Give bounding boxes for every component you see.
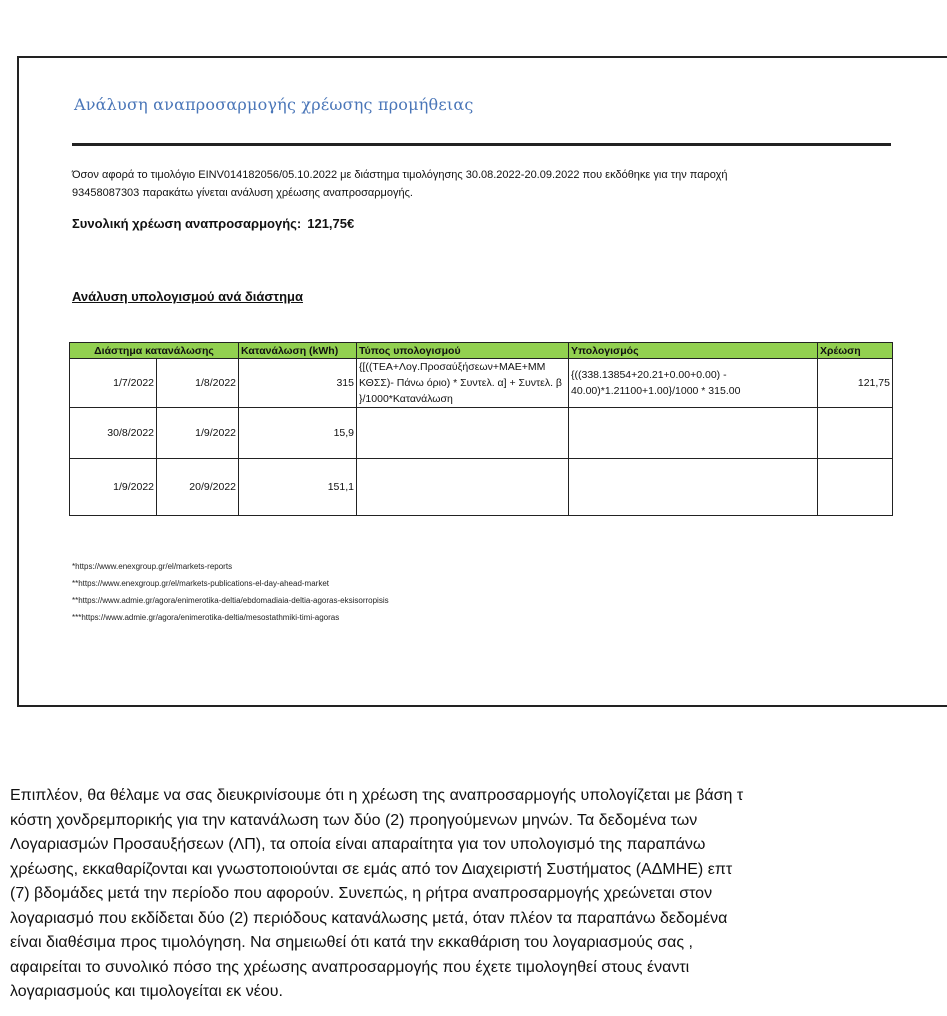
explanation-line: αφαιρείται το συνολικό πόσο της χρέωσης αναπροσαρμογής που έχετε τιμολογηθεί στους έναντι xyxy=(10,958,690,976)
cell-consumption: 315 xyxy=(239,359,357,408)
cell-consumption: 15,9 xyxy=(239,408,357,459)
table-header-row xyxy=(70,343,893,359)
cell-charge xyxy=(818,408,893,459)
cell-from: 30/8/2022 xyxy=(70,408,157,459)
cell-consumption: 151,1 xyxy=(239,459,357,516)
table-row xyxy=(70,459,893,516)
intro-line-1: Όσον αφορά το τιμολόγιο EINV014182056/05.10.2022 με διάστημα τιμολόγησης 30.08.2022-20.09.2022 που εκδόθηκε για την παροχή xyxy=(72,169,728,181)
explanation-line: (7) βδομάδες μετά την περίοδο που αφορούν. Συνεπώς, η ρήτρα αναπροσαρμογής χρεώνεται στον xyxy=(10,885,713,902)
explanation-line: είναι διαθέσιμα προς τιμολόγηση. Να σημειωθεί ότι κατά την εκκαθάριση του λογαριασμούς σας , xyxy=(10,934,693,951)
cell-charge xyxy=(818,459,893,516)
intro-text xyxy=(72,166,872,202)
header-calculation: Υπολογισμός xyxy=(569,343,818,359)
explanation-line: λογαριασμό που εκδίδεται δύο (2) περιόδους κατανάλωσης μετά, όταν πλέον τα παραπάνω δεδομένα xyxy=(10,909,728,927)
section-heading: Ανάλυση υπολογισμού ανά διάστημα xyxy=(72,289,303,304)
cell-calculation xyxy=(569,459,818,516)
header-calc-type: Τύπος υπολογισμού xyxy=(357,343,569,359)
total-label: Συνολική χρέωση αναπροσαρμογής: xyxy=(72,216,302,231)
total-value: 121,75€ xyxy=(307,216,355,231)
footnote-link[interactable]: **https://www.enexgroup.gr/el/markets-publications-el-day-ahead-market xyxy=(72,579,330,588)
cell-calculation xyxy=(569,408,818,459)
cell-to: 20/9/2022 xyxy=(157,459,239,516)
footnote-link[interactable]: *https://www.enexgroup.gr/el/markets-reports xyxy=(72,562,233,571)
title-divider xyxy=(72,143,891,146)
table-row xyxy=(70,359,893,408)
document-title: Ανάλυση αναπροσαρμογής χρέωσης προμήθειας xyxy=(74,95,474,114)
cell-calc-type: {[((ΤΕΑ+Λογ.Προσαύξήσεων+ΜΑΕ+ΜΜ ΚΘΣΣ)- Πάνω όριο) * Συντελ. α] + Συντελ. β }/1000*Κατανάλωση xyxy=(357,359,569,408)
cell-calculation: {((338.13854+20.21+0.00+0.00) - 40.00)*1.21100+1.00}/1000 * 315.00 xyxy=(569,359,818,408)
header-period: Διάστημα κατανάλωσης xyxy=(70,343,239,359)
calculation-table xyxy=(69,342,893,516)
explanation-line: Λογαριασμών Προσαυξήσεων (ΛΠ), τα οποία είναι απαραίτητα για τον υπολογισμό της παραπάνω xyxy=(10,836,706,853)
header-charge: Χρέωση xyxy=(818,343,893,359)
explanation-line: Επιπλέον, θα θέλαμε να σας διευκρινίσουμε ότι η χρέωση της αναπροσαρμογής υπολογίζεται με βάση τ xyxy=(10,787,744,804)
cell-calc-type xyxy=(357,459,569,516)
explanation-paragraph xyxy=(10,784,947,1005)
footnote-link[interactable]: ***https://www.admie.gr/agora/enimerotika-deltia/mesostathmiki-timi-agoras xyxy=(72,613,340,622)
intro-line-2: 93458087303 παρακάτω γίνεται ανάλυση χρέωσης αναπροσαρμογής. xyxy=(72,187,413,199)
cell-charge: 121,75 xyxy=(818,359,893,408)
explanation-line: χρέωσης, εκκαθαρίζονται και γνωστοποιούνται σε εμάς από τον Διαχειριστή Συστήματος (ΑΔΜΗΕ) επτ xyxy=(10,860,733,878)
explanation-line: κόστη χονδρεμπορικής για την κατανάλωση των δύο (2) προηγούμενων μηνών. Τα δεδομένα των xyxy=(10,811,698,829)
table-row xyxy=(70,408,893,459)
cell-calc-type xyxy=(357,408,569,459)
cell-to: 1/9/2022 xyxy=(157,408,239,459)
footnotes xyxy=(72,558,389,626)
header-consumption: Κατανάλωση (kWh) xyxy=(239,343,357,359)
cell-to: 1/8/2022 xyxy=(157,359,239,408)
cell-from: 1/9/2022 xyxy=(70,459,157,516)
footnote-link[interactable]: **https://www.admie.gr/agora/enimerotika-deltia/ebdomadiaia-deltia-agoras-eksisorropisis xyxy=(72,596,389,605)
total-charge xyxy=(72,216,354,231)
cell-from: 1/7/2022 xyxy=(70,359,157,408)
explanation-line: λογαριασμούς και τιμολογείται εκ νέου. xyxy=(10,983,283,1000)
